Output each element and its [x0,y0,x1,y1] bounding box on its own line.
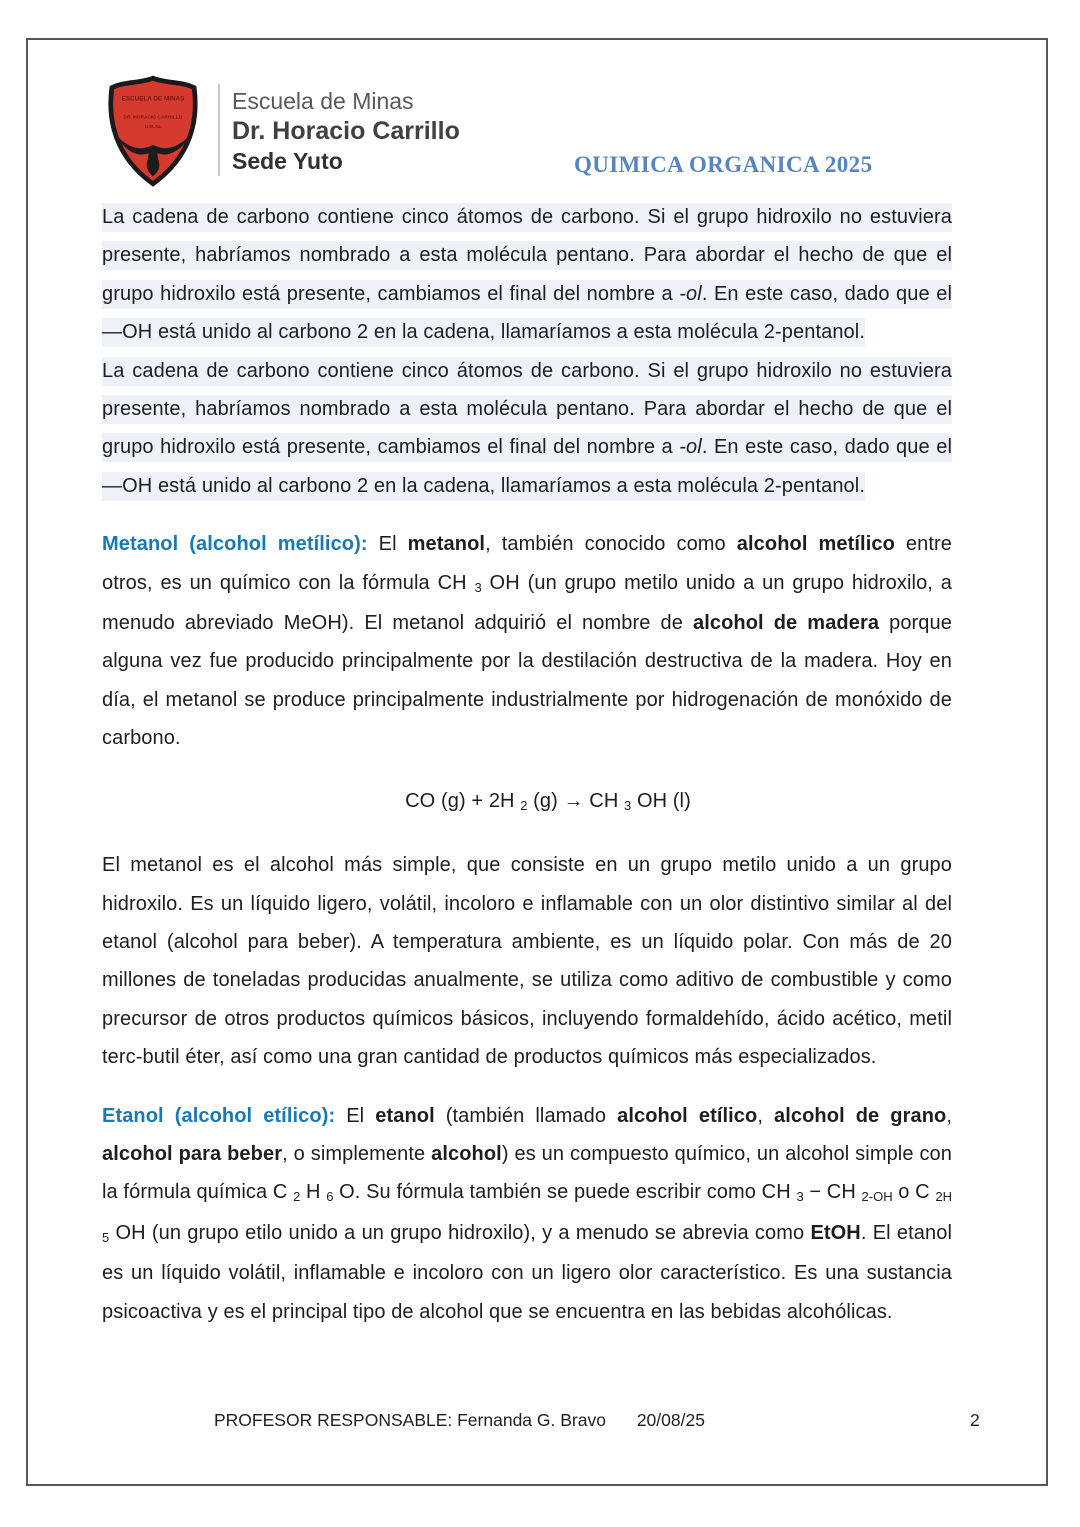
text-segment: ) es un compuesto químico, un alcohol simple con la fórmula química C [102,1142,952,1204]
course-title: QUIMICA ORGANICA 2025 [574,152,873,177]
text-segment: 3 [796,1189,804,1205]
institution-director: Dr. Horacio Carrillo [232,117,460,145]
text-segment: OH (un grupo metilo unido a un grupo hidroxilo, a menudo abreviado MeOH). El metanol adquirió el nombre de [102,571,952,635]
text-segment: alcohol metílico [736,533,895,556]
text-segment: alcohol de madera [692,612,880,635]
text-segment: OH (un grupo etilo unido a un grupo hidroxilo), y a menudo se abrevia como [109,1221,811,1244]
footer-responsible: PROFESOR RESPONSABLE: Fernanda G. Bravo [214,1410,606,1430]
page-header [28,40,1046,198]
paragraph-etanol [102,1097,952,1331]
text-segment: El [346,1104,376,1127]
text-segment: alcohol etílico [617,1104,758,1127]
text-segment: porque alguna vez fue producido principalmente por la destilación destructiva de la madera. Hoy en día, el metanol se produce principalmente industrialmente por hidrogenación de monóxido de carbono. [102,612,952,750]
shield-text-line3: U.N.Ju. [144,124,162,130]
text-segment: . En este caso, dado que el —OH está unido al carbono 2 en la cadena, llamaríamos a esta molécula 2-pentanol. [102,433,952,500]
school-logo [100,74,206,188]
text-segment: (también llamado [434,1104,618,1127]
text-segment: OH (l) [631,789,691,812]
text-segment: alcohol de grano [774,1104,947,1127]
shield-icon [100,74,206,188]
paragraph-pentanol-2 [102,352,952,506]
text-segment: -ol [679,280,702,309]
paragraph-pentanol-1 [102,198,952,352]
institution-name: Escuela de Minas [232,88,414,114]
text-segment: entre otros, es un químico con la fórmula CH [102,533,953,594]
text-segment: alcohol [431,1142,502,1165]
text-segment: − CH [803,1181,862,1204]
text-segment: La cadena de carbono contiene cinco átomos de carbono. Si el grupo hidroxilo no estuviera presente, habríamos nombrado a esta molécula pentano. Para abordar el hecho de que el grupo hidroxilo está presente, cambiamos el final del nombre a [102,357,952,463]
text-segment: CO (g) + 2H [405,789,521,812]
text-segment: H [300,1181,327,1204]
page-footer [28,1410,1046,1431]
paragraph-metanol [102,525,952,757]
text-segment: 2-OH [861,1189,893,1205]
text-segment: El [378,533,408,556]
page-number: 2 [970,1410,980,1430]
text-segment: EtOH [810,1221,861,1244]
paragraph-heading: Metanol (alcohol metílico): [102,533,379,556]
text-segment: . En este caso, dado que el —OH está unido al carbono 2 en la cadena, llamaríamos a esta molécula 2-pentanol. [102,280,952,347]
text-segment: El metanol es el alcohol más simple, que consiste en un grupo metilo unido a un grupo hidroxilo. Es un líquido ligero, volátil, incoloro e inflamable con un olor distintivo similar al del etanol (alcohol para beber). A temperatura ambiente, es un líquido polar. Con más de 20 millones de toneladas producidas anualmente, se utiliza como aditivo de combustible y como precursor de otros productos químicos básicos, incluyendo formaldehído, ácido acético, metil terc-butil éter, así como una gran cantidad de productos químicos más especializados. [102,854,952,1069]
text-segment: , o simplemente [282,1142,432,1165]
text-segment: O. Su fórmula también se puede escribir como CH [333,1181,797,1204]
page-border [26,38,1048,1486]
text-segment: 2H 5 [102,1189,953,1245]
text-segment: La cadena de carbono contiene cinco átomos de carbono. Si el grupo hidroxilo no estuviera presente, habríamos nombrado a esta molécula pentano. Para abordar el hecho de que el grupo hidroxilo está presente, cambiamos el final del nombre a [102,203,952,309]
text-segment: (g) → CH [527,789,625,812]
document-body [28,198,1046,1331]
text-segment: -ol [679,433,702,462]
text-segment: etanol [375,1104,435,1127]
text-segment: 3 [474,579,482,595]
text-segment: 2 [520,797,528,813]
text-segment: , [946,1104,953,1127]
shield-text-line1: ESCUELA DE MINAS [121,95,185,103]
equation-methanol-synthesis [102,782,952,822]
text-segment: , también conocido como [485,533,737,556]
text-segment: o C [892,1181,936,1204]
paragraph-heading: Etanol (alcohol etílico): [102,1104,347,1127]
text-segment: alcohol para beber [102,1142,283,1165]
institution-campus: Sede Yuto [232,148,343,174]
shield-text-line2: DR. HORACIO CARRILLO [123,115,183,121]
institution-block [232,86,460,176]
paragraph-metanol-properties [102,846,952,1076]
text-segment: 6 [326,1189,334,1205]
text-segment: 2 [293,1189,301,1205]
text-segment: . El etanol es un líquido volátil, inflamable e incoloro con un ligero olor característico. Es una sustancia psicoactiva y es el principal tipo de alcohol que se encuentra en las bebidas alcohólicas. [102,1221,953,1323]
text-segment: 3 [624,797,632,813]
text-segment: metanol [407,533,486,556]
header-divider [218,84,220,176]
footer-date: 20/08/25 [636,1410,705,1430]
text-segment: , [757,1104,775,1127]
